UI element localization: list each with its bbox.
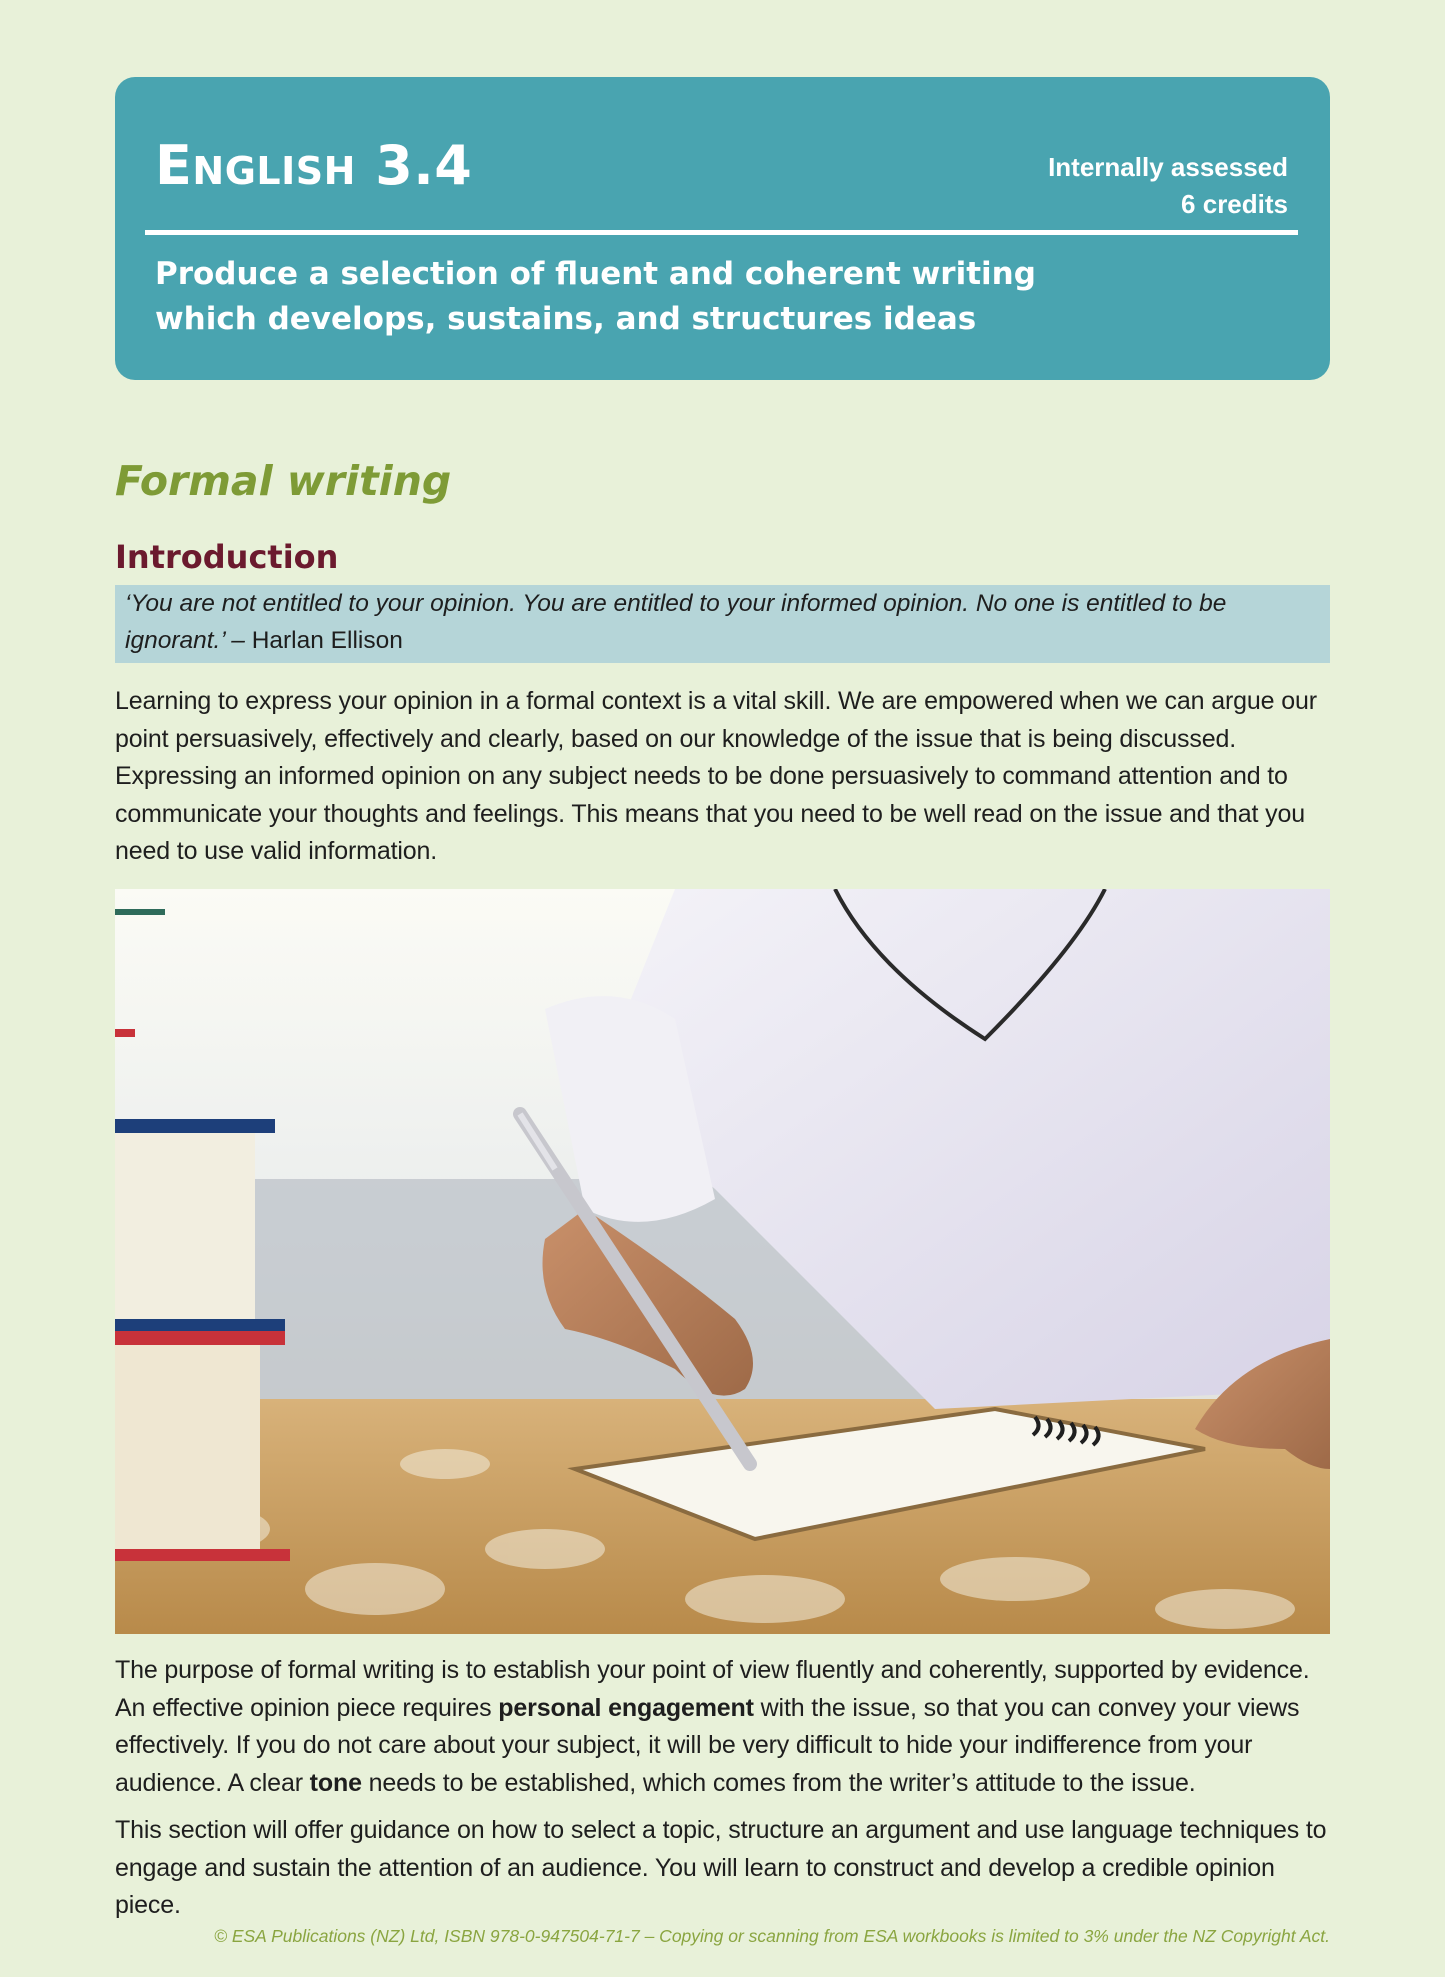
quote-box — [115, 585, 1330, 663]
section-title: Formal writing — [115, 457, 452, 505]
intro-paragraph: Learning to express your opinion in a formal context is a vital skill. We are empowered when we can argue our point persuasively, effectively and clearly, based on our knowledge of the issue that is being discussed. Expressing an informed opinion on any subject needs to be done persuasively to command attention and to communicate your thoughts and feelings. This means that you need to be well read on the issue and that you need to use valid information. — [115, 687, 1317, 865]
quote-author: Harlan Ellison — [251, 627, 403, 654]
assessment-type: Internally assessed — [1048, 152, 1288, 182]
tone-term: tone — [309, 1768, 362, 1797]
banner-divider — [145, 230, 1298, 235]
standard-line-1: Produce a selection of fluent and coherent writing — [155, 256, 1036, 292]
writing-photo — [115, 889, 1330, 1634]
guidance-paragraph: This section will offer guidance on how to select a topic, structure an argument and use language techniques to engage and sustain the attention of an audience. You will learn to construct and develop a credible opinion piece. — [115, 1816, 1327, 1919]
standard-line-2: which develops, sustains, and structures ideas — [155, 301, 977, 337]
course-banner — [115, 77, 1330, 380]
quote-text: ‘You are not entitled to your opinion. You are entitled to your informed opinion. No one is entitled to be ignorant.’ – — [125, 590, 1227, 654]
standard-description — [155, 252, 1055, 342]
credits-value: 6 credits — [1181, 189, 1288, 219]
course-title: English 3.4 — [155, 134, 473, 197]
purpose-paragraph — [115, 1652, 1337, 1802]
copyright-footer: © ESA Publications (NZ) Ltd, ISBN 978-0-947504-71-7 – Copying or scanning from ESA workbooks is limited to 3% under the NZ Copyright Act. — [214, 1926, 1330, 1946]
introduction-heading: Introduction — [115, 538, 339, 576]
purpose-text-3: needs to be established, which comes from the writer’s attitude to the issue. — [361, 1768, 1196, 1797]
purpose-text-2: with the issue, so that you can convey your views effectively. If you do not care about your subject, it will be very difficult to hide your indifference from your audience. A clear — [115, 1693, 1300, 1797]
assessment-info — [1048, 149, 1288, 223]
purpose-text-1: The purpose of formal writing is to establish your point of view fluently and coherently, supported by evidence. An effective opinion piece requires — [115, 1656, 1310, 1722]
personal-engagement-term: personal engagement — [498, 1693, 754, 1722]
